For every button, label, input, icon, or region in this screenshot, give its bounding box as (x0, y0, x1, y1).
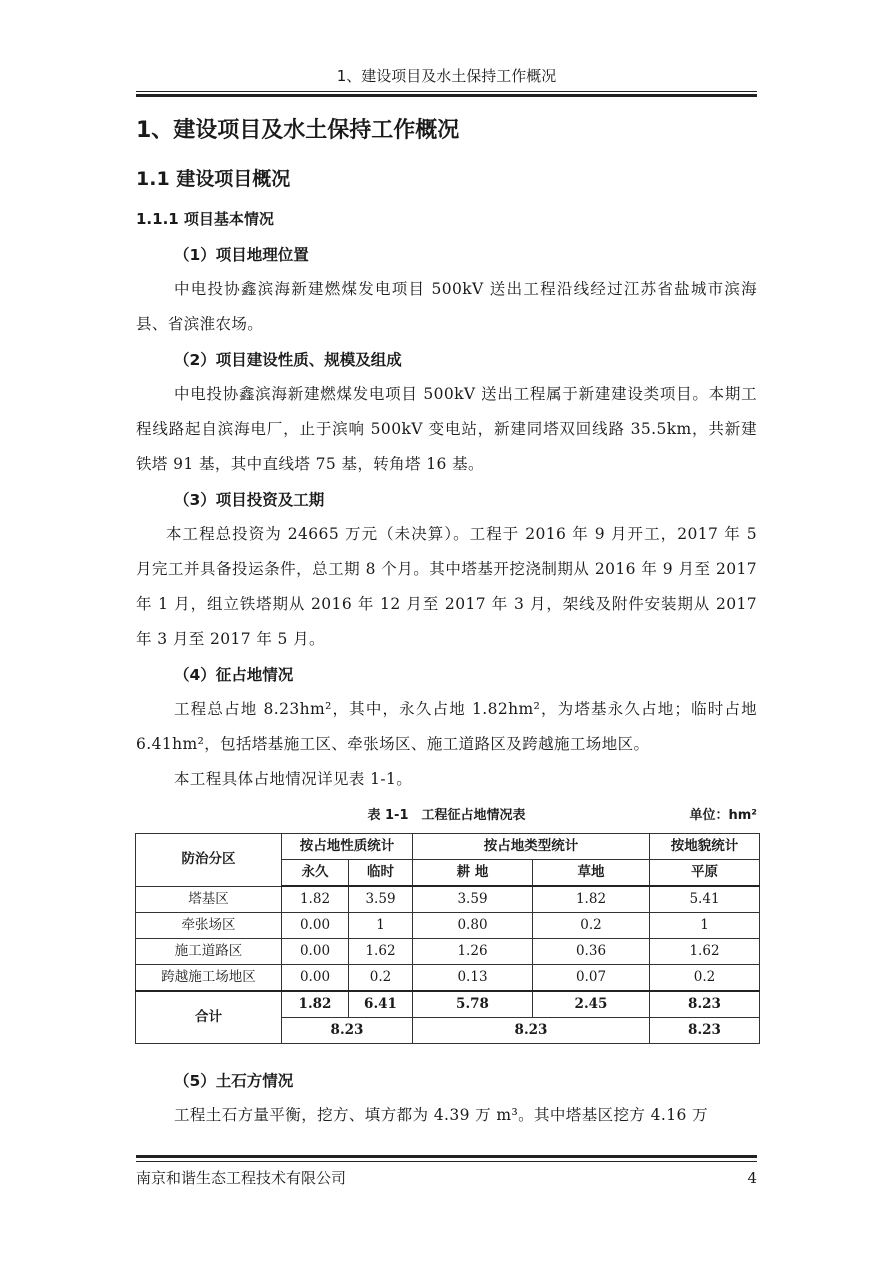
footer-company: 南京和谐生态工程技术有限公司 (136, 1169, 347, 1187)
table-cell: 0.36 (533, 939, 650, 965)
page-number: 4 (747, 1169, 757, 1187)
header-by-landform: 按地貌统计 (650, 834, 760, 860)
subheader-grassland: 草地 (533, 860, 650, 887)
table-cell: 0.2 (533, 913, 650, 939)
footer-rule (136, 1161, 757, 1162)
paragraph-earthwork: 工程土石方量平衡，挖方、填方都为 4.39 万 m³。其中塔基区挖方 4.16 万 (174, 1106, 708, 1124)
table-caption: 表 1-1 工程征占地情况表 (367, 808, 526, 823)
paragraph-table-ref: 本工程具体占地情况详见表 1-1。 (174, 770, 413, 788)
item-heading-scale: （2）项目建设性质、规模及组成 (174, 351, 402, 369)
total-label: 合计 (136, 991, 282, 1044)
item-heading-location: （1）项目地理位置 (174, 246, 309, 264)
table-cell: 1 (349, 913, 413, 939)
header-by-type: 按占地类型统计 (413, 834, 650, 860)
table-cell: 0.2 (349, 965, 413, 992)
footer-rule-thick (136, 1155, 757, 1158)
table-row (136, 913, 760, 939)
table-cell: 3.59 (413, 886, 533, 913)
table-cell: 0.13 (413, 965, 533, 992)
running-header: 1、建设项目及水土保持工作概况 (336, 67, 557, 85)
subsection-heading: 1.1.1 项目基本情况 (136, 210, 274, 228)
table-total-row (136, 991, 760, 1018)
table-cell: 0.00 (282, 965, 349, 992)
table-cell: 2.45 (533, 991, 650, 1018)
header-by-nature: 按占地性质统计 (282, 834, 413, 860)
table-cell: 0.07 (533, 965, 650, 992)
header-rule (136, 91, 757, 92)
subheader-farmland: 耕 地 (413, 860, 533, 887)
header-rule-thick (136, 94, 757, 97)
table-cell: 跨越施工场地区 (136, 965, 282, 992)
table-cell: 5.41 (650, 886, 760, 913)
table-cell: 1.62 (349, 939, 413, 965)
paragraph-scale: 中电投协鑫滨海新建燃煤发电项目 500kV 送出工程属于新建建设类项目。本期工程线路起自滨海电厂，止于滨响 500kV 变电站，新建同塔双回线路 35.5km，共新建铁塔 91 基，其中直线塔 75 基，转角塔 16 基。 (136, 385, 757, 473)
paragraph-investment: 本工程总投资为 24665 万元（未决算）。工程于 2016 年 9 月开工，2017 年 5 月完工并具备投运条件，总工期 8 个月。其中塔基开挖浇制期从 2016 年 9 月至 2017 年 1 月，组立铁塔期从 2016 年 12 月至 2017 年 3 月，架线及附件安装期从 2017 年 3 月至 2017 年 5 月。 (136, 525, 757, 648)
table-row (136, 939, 760, 965)
table-cell: 3.59 (349, 886, 413, 913)
subheader-plain: 平原 (650, 860, 760, 887)
table-unit: 单位：hm² (689, 808, 757, 823)
table-cell: 8.23 (650, 1018, 760, 1044)
table-row (136, 886, 760, 913)
chapter-heading: 1、建设项目及水土保持工作概况 (136, 118, 460, 143)
table-cell: 施工道路区 (136, 939, 282, 965)
table-cell: 1.82 (282, 886, 349, 913)
item-heading-earthwork: （5）土石方情况 (174, 1072, 294, 1090)
table-cell: 8.23 (650, 991, 760, 1018)
table-header-row (136, 834, 760, 860)
table-cell: 0.2 (650, 965, 760, 992)
land-occupation-table (135, 833, 760, 1044)
table-cell: 塔基区 (136, 886, 282, 913)
table-row (136, 965, 760, 992)
table-cell: 6.41 (349, 991, 413, 1018)
paragraph-land: 工程总占地 8.23hm²，其中，永久占地 1.82hm²，为塔基永久占地；临时占地 6.41hm²，包括塔基施工区、牵张场区、施工道路区及跨越施工场地区。 (136, 700, 757, 753)
table-cell: 0.00 (282, 939, 349, 965)
table-cell: 1 (650, 913, 760, 939)
subheader-permanent: 永久 (282, 860, 349, 887)
paragraph-location: 中电投协鑫滨海新建燃煤发电项目 500kV 送出工程沿线经过江苏省盐城市滨海县、省滨淮农场。 (136, 280, 757, 333)
table-cell: 5.78 (413, 991, 533, 1018)
header-zone: 防治分区 (136, 834, 282, 887)
item-heading-land: （4）征占地情况 (174, 666, 294, 684)
table-cell: 1.62 (650, 939, 760, 965)
table-caption-row (136, 805, 757, 827)
table-cell: 0.80 (413, 913, 533, 939)
table-cell: 1.26 (413, 939, 533, 965)
table-cell: 8.23 (282, 1018, 413, 1044)
subheader-temporary: 临时 (349, 860, 413, 887)
table-cell: 8.23 (413, 1018, 650, 1044)
table-cell: 1.82 (533, 886, 650, 913)
table-cell: 1.82 (282, 991, 349, 1018)
table-cell: 0.00 (282, 913, 349, 939)
item-heading-investment: （3）项目投资及工期 (174, 491, 325, 509)
section-heading: 1.1 建设项目概况 (136, 168, 291, 190)
table-cell: 牵张场区 (136, 913, 282, 939)
